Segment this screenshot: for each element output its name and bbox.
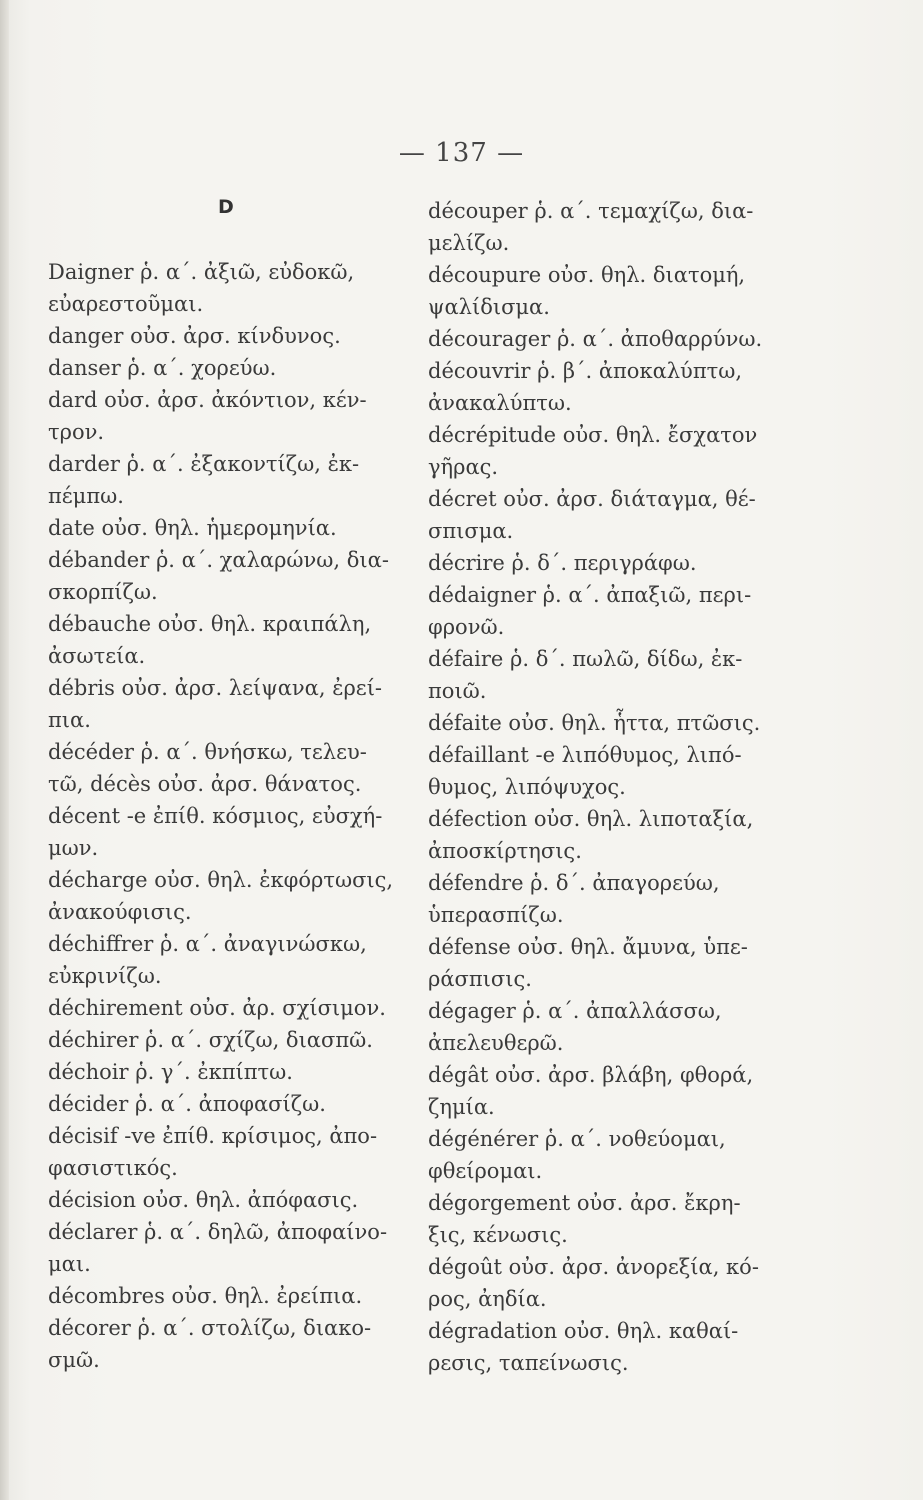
entry-continuation: ἀσωτεία.: [48, 644, 146, 668]
entry-continuation: ὑπερασπίζω.: [428, 903, 564, 927]
entry-continuation: εὐκρινίζω.: [48, 964, 162, 988]
dictionary-entry: [428, 1187, 788, 1251]
dictionary-entry: [428, 1123, 788, 1187]
entry-headline: décorer ῥ. α΄. στολίζω, διακο-: [48, 1316, 372, 1340]
dictionary-entry: [428, 1059, 788, 1123]
entry-continuation: ποιῶ.: [428, 679, 487, 703]
entry-continuation: εὐαρεστοῦμαι.: [48, 292, 204, 316]
entry-headline: dégorgement οὐσ. ἀρσ. ἔκρη-: [428, 1191, 741, 1215]
dictionary-entry: [428, 707, 788, 739]
entry-headline: dégager ῥ. α΄. ἀπαλλάσσω,: [428, 999, 722, 1023]
entry-headline: date οὐσ. θηλ. ἡμερομηνία.: [48, 516, 337, 540]
section-letter: D: [218, 196, 234, 218]
entry-headline: déchiffrer ῥ. α΄. ἀναγινώσκω,: [48, 932, 367, 956]
dictionary-entry: [48, 992, 408, 1024]
entry-headline: défaite οὐσ. θηλ. ἧττα, πτῶσις.: [428, 711, 761, 735]
entry-headline: défendre ῥ. δ΄. ἀπαγορεύω,: [428, 871, 720, 895]
dictionary-entry: [428, 1251, 788, 1315]
dictionary-entry: [48, 448, 408, 512]
entry-headline: dégoût οὐσ. ἀρσ. ἀνορεξία, κό-: [428, 1255, 759, 1279]
entry-continuation: σκορπίζω.: [48, 580, 158, 604]
entry-headline: décéder ῥ. α΄. θνήσκω, τελευ-: [48, 740, 367, 764]
entry-headline: découper ῥ. α΄. τεμαχίζω, δια-: [428, 199, 754, 223]
dictionary-entry: [48, 1184, 408, 1216]
entry-continuation: μελίζω.: [428, 231, 510, 255]
dictionary-entry: [428, 867, 788, 931]
entry-continuation: φρονῶ.: [428, 615, 505, 639]
entry-continuation: ἀποσκίρτησις.: [428, 839, 582, 863]
dictionary-entry: [428, 739, 788, 803]
entry-continuation: ἀπελευθερῶ.: [428, 1031, 564, 1055]
entry-headline: Daigner ῥ. α΄. ἀξιῶ, εὐδοκῶ,: [48, 260, 355, 284]
entry-continuation: μαι.: [48, 1252, 91, 1276]
entry-headline: décent -e ἐπίθ. κόσμιος, εὐσχή-: [48, 804, 383, 828]
dictionary-entry: [48, 1120, 408, 1184]
entry-continuation: φασιστικός.: [48, 1156, 178, 1180]
dictionary-entry: [48, 800, 408, 864]
dictionary-entry: [48, 1056, 408, 1088]
entry-continuation: πια.: [48, 708, 91, 732]
dictionary-entry: [428, 1315, 788, 1379]
dictionary-entry: [428, 995, 788, 1059]
entry-headline: danser ῥ. α΄. χορεύω.: [48, 356, 277, 380]
entry-headline: déchirement οὐσ. ἀρ. σχίσιμον.: [48, 996, 386, 1020]
dictionary-entry: [428, 931, 788, 995]
entry-headline: décharge οὐσ. θηλ. ἐκφόρτωσις,: [48, 868, 394, 892]
entry-headline: défaillant -e λιπόθυμος, λιπό-: [428, 743, 742, 767]
entry-continuation: ζημία.: [428, 1095, 495, 1119]
entry-continuation: τρον.: [48, 420, 105, 444]
dictionary-entry: [428, 803, 788, 867]
entry-headline: dard οὐσ. ἀρσ. ἀκόντιον, κέν-: [48, 388, 367, 412]
dictionary-entry: [428, 419, 788, 483]
entry-headline: darder ῥ. α΄. ἐξακοντίζω, ἐκ-: [48, 452, 360, 476]
entry-continuation: μων.: [48, 836, 99, 860]
dictionary-entry: [428, 355, 788, 419]
entry-continuation: ρεσις, ταπείνωσις.: [428, 1351, 629, 1375]
entry-headline: décrépitude οὐσ. θηλ. ἔσχατον: [428, 423, 758, 447]
entry-continuation: θυμος, λιπόψυχος.: [428, 775, 626, 799]
entry-headline: débauche οὐσ. θηλ. κραιπάλη,: [48, 612, 372, 636]
entry-headline: défaire ῥ. δ΄. πωλῶ, δίδω, ἐκ-: [428, 647, 743, 671]
entry-headline: dégradation οὐσ. θηλ. καθαί-: [428, 1319, 739, 1343]
entry-continuation: τῶ, décès οὐσ. ἀρσ. θάνατος.: [48, 772, 362, 796]
dictionary-entry: [428, 643, 788, 707]
binding-edge: [0, 0, 9, 1500]
dictionary-entry: [48, 512, 408, 544]
dictionary-entry: [48, 320, 408, 352]
dictionary-entry: [428, 195, 788, 259]
dictionary-entry: [48, 544, 408, 608]
entry-continuation: γῆρας.: [428, 455, 499, 479]
entry-headline: décret οὐσ. ἀρσ. διάταγμα, θέ-: [428, 487, 756, 511]
entry-continuation: ξις, κένωσις.: [428, 1223, 568, 1247]
entry-headline: décider ῥ. α΄. ἀποφασίζω.: [48, 1092, 326, 1116]
entry-headline: débander ῥ. α΄. χαλαρώνω, δια-: [48, 548, 389, 572]
entry-headline: défense οὐσ. θηλ. ἄμυνα, ὑπε-: [428, 935, 748, 959]
dictionary-entry: [48, 384, 408, 448]
right-entry-list: [428, 195, 788, 1379]
dictionary-entry: [428, 547, 788, 579]
entry-continuation: σπισμα.: [428, 519, 514, 543]
dictionary-entry: [428, 483, 788, 547]
dictionary-entry: [48, 1312, 408, 1376]
dictionary-entry: [428, 323, 788, 355]
dictionary-entry: [48, 1088, 408, 1120]
entry-continuation: ἀνακούφισις.: [48, 900, 192, 924]
dictionary-entry: [48, 1280, 408, 1312]
entry-headline: décision οὐσ. θηλ. ἀπόφασις.: [48, 1188, 359, 1212]
entry-continuation: σμῶ.: [48, 1348, 100, 1372]
entry-continuation: ρος, ἀηδία.: [428, 1287, 547, 1311]
entry-headline: décrire ῥ. δ΄. περιγράφω.: [428, 551, 697, 575]
dictionary-entry: [48, 672, 408, 736]
entry-headline: danger οὐσ. ἀρσ. κίνδυνος.: [48, 324, 341, 348]
dictionary-entry: [48, 352, 408, 384]
entry-headline: découpure οὐσ. θηλ. διατομή,: [428, 263, 746, 287]
dictionary-entry: [48, 608, 408, 672]
entry-headline: décourager ῥ. α΄. ἀποθαρρύνω.: [428, 327, 763, 351]
entry-continuation: ψαλίδισμα.: [428, 295, 550, 319]
dictionary-entry: [48, 1024, 408, 1056]
entry-headline: dégénérer ῥ. α΄. νοθεύομαι,: [428, 1127, 726, 1151]
entry-continuation: πέμπω.: [48, 484, 124, 508]
entry-headline: défection οὐσ. θηλ. λιποταξία,: [428, 807, 754, 831]
entry-headline: décisif -ve ἐπίθ. κρίσιμος, ἀπο-: [48, 1124, 378, 1148]
dictionary-entry: [48, 928, 408, 992]
entry-headline: décombres οὐσ. θηλ. ἐρείπια.: [48, 1284, 363, 1308]
dictionary-entry: [428, 579, 788, 643]
entry-headline: dédaigner ῥ. α΄. ἀπαξιῶ, περι-: [428, 583, 752, 607]
entry-headline: déchirer ῥ. α΄. σχίζω, διασπῶ.: [48, 1028, 373, 1052]
dictionary-entry: [48, 864, 408, 928]
entry-continuation: ἀνακαλύπτω.: [428, 391, 572, 415]
entry-headline: débris οὐσ. ἀρσ. λείψανα, ἐρεί-: [48, 676, 383, 700]
entry-headline: dégât οὐσ. ἀρσ. βλάβη, φθορά,: [428, 1063, 754, 1087]
dictionary-entry: [428, 259, 788, 323]
entry-headline: découvrir ῥ. β΄. ἀποκαλύπτω,: [428, 359, 743, 383]
left-entry-list: [48, 256, 408, 1376]
page-number: — 137 —: [398, 138, 525, 168]
entry-continuation: ράσπισις.: [428, 967, 532, 991]
dictionary-entry: [48, 256, 408, 320]
entry-continuation: φθείρομαι.: [428, 1159, 543, 1183]
dictionary-entry: [48, 1216, 408, 1280]
entry-headline: déchoir ῥ. γ΄. ἐκπίπτω.: [48, 1060, 293, 1084]
dictionary-entry: [48, 736, 408, 800]
entry-headline: déclarer ῥ. α΄. δηλῶ, ἀποφαίνο-: [48, 1220, 388, 1244]
